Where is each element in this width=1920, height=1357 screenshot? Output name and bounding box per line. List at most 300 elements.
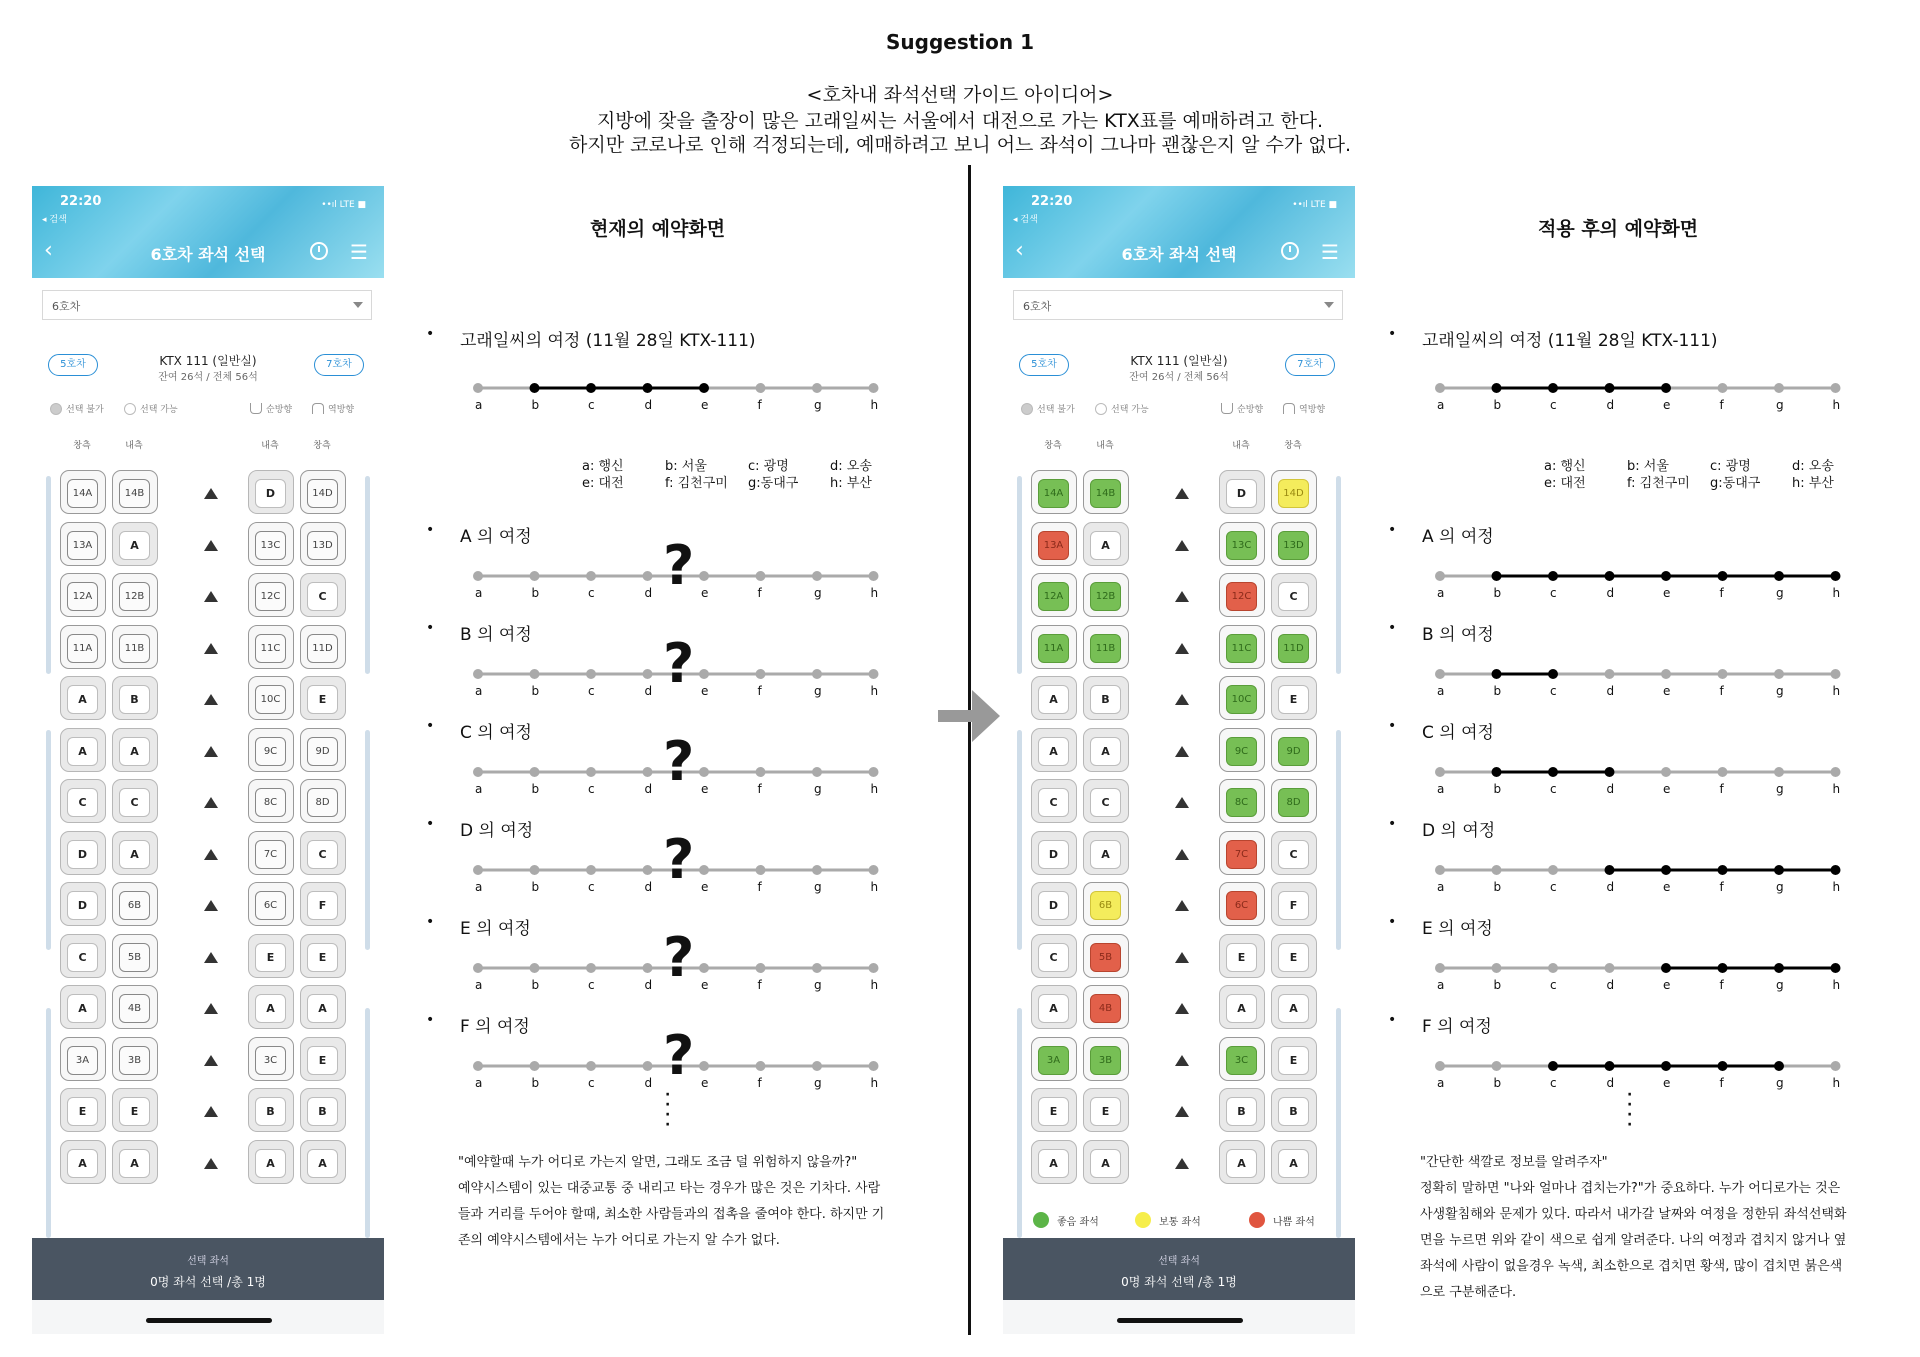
- station-node: [699, 865, 709, 875]
- seat[interactable]: [1031, 1088, 1077, 1132]
- aisle-arrow-icon: [1175, 540, 1189, 551]
- seat[interactable]: [1219, 831, 1265, 875]
- station-label: b: [531, 398, 540, 412]
- seat[interactable]: [300, 934, 346, 978]
- more-dots: · · · ·: [665, 1087, 671, 1133]
- window-rail: [46, 476, 51, 674]
- seat-label: A: [1038, 685, 1069, 714]
- seat[interactable]: [1083, 882, 1129, 926]
- seat[interactable]: [300, 1140, 346, 1184]
- aisle-arrow-icon: [204, 746, 218, 757]
- station-node: [756, 571, 766, 581]
- station-node: [756, 865, 766, 875]
- station-label: a: [1437, 1076, 1445, 1090]
- seat[interactable]: [1271, 728, 1317, 772]
- seat-label: 6C: [1226, 891, 1257, 920]
- seat[interactable]: [300, 882, 346, 926]
- seat[interactable]: [248, 573, 294, 617]
- seat-label: E: [67, 1097, 98, 1126]
- subtitle: <호차내 좌석선택 가이드 아이디어>: [806, 84, 1114, 106]
- seat[interactable]: [1031, 882, 1077, 926]
- window-rail: [1017, 1008, 1022, 1238]
- seat[interactable]: [1219, 470, 1265, 514]
- seat[interactable]: [1271, 985, 1317, 1029]
- seat[interactable]: [248, 934, 294, 978]
- seat[interactable]: [60, 728, 106, 772]
- seat-label: 9D: [1278, 737, 1309, 766]
- before-heading: 현재의 예약화면: [590, 218, 726, 240]
- seat[interactable]: [1031, 985, 1077, 1029]
- seat[interactable]: [1271, 779, 1317, 823]
- legend-label: 역방향: [328, 405, 355, 415]
- seat-label: E: [1038, 1097, 1069, 1126]
- station-node: [530, 669, 540, 679]
- seat[interactable]: [248, 1140, 294, 1184]
- seat[interactable]: [112, 728, 158, 772]
- column-header: 내측: [125, 441, 143, 451]
- station-node: [473, 571, 483, 581]
- seat[interactable]: [1031, 470, 1077, 514]
- seat-label: D: [67, 891, 98, 920]
- seat-label: D: [255, 479, 286, 508]
- station-key: d: 오송 h: 부산: [1792, 459, 1834, 491]
- seat[interactable]: [112, 934, 158, 978]
- station-label: b: [531, 586, 540, 600]
- seat[interactable]: [1271, 522, 1317, 566]
- seat[interactable]: [112, 985, 158, 1029]
- station-label: a: [1437, 586, 1445, 600]
- back-icon[interactable]: ‹: [44, 238, 53, 263]
- station-node: [756, 1061, 766, 1071]
- color-legend-label: 나쁨 좌석: [1273, 1216, 1315, 1228]
- seat[interactable]: [1271, 882, 1317, 926]
- seat[interactable]: [60, 985, 106, 1029]
- seat-label: A: [67, 1149, 98, 1178]
- seat[interactable]: [112, 1140, 158, 1184]
- seat[interactable]: [1219, 573, 1265, 617]
- station-node: [586, 865, 596, 875]
- seat[interactable]: [248, 882, 294, 926]
- seat[interactable]: [300, 676, 346, 720]
- window-rail: [1017, 730, 1022, 950]
- seat[interactable]: [248, 1088, 294, 1132]
- seat[interactable]: [248, 728, 294, 772]
- seat[interactable]: [1271, 1140, 1317, 1184]
- seat[interactable]: [1031, 728, 1077, 772]
- seat[interactable]: [1083, 470, 1129, 514]
- station-node: [699, 383, 709, 393]
- forward-seat-icon: [1221, 403, 1233, 414]
- seat[interactable]: [1031, 1037, 1077, 1081]
- station-node: [1661, 669, 1671, 679]
- station-label: b: [1493, 880, 1502, 894]
- seat[interactable]: [248, 831, 294, 875]
- station-node: [1831, 865, 1841, 875]
- seat[interactable]: [248, 470, 294, 514]
- seat[interactable]: [1219, 1088, 1265, 1132]
- selection-footer[interactable]: [1003, 1238, 1355, 1300]
- seat[interactable]: [1219, 779, 1265, 823]
- station-label: f: [1719, 398, 1724, 412]
- seat-label: A: [1090, 737, 1121, 766]
- seat[interactable]: [300, 470, 346, 514]
- aisle-arrow-icon: [204, 1106, 218, 1117]
- seat-label: C: [1038, 943, 1069, 972]
- station-node: [1718, 1061, 1728, 1071]
- more-dots: · · · ·: [1627, 1087, 1633, 1133]
- station-label: b: [1493, 398, 1502, 412]
- station-label: c: [1550, 398, 1557, 412]
- seat[interactable]: [60, 625, 106, 669]
- aisle-arrow-icon: [1175, 1106, 1189, 1117]
- seat[interactable]: [300, 573, 346, 617]
- aisle-arrow-icon: [204, 1158, 218, 1169]
- seat-label: C: [1038, 788, 1069, 817]
- station-node: [1548, 383, 1558, 393]
- seat-label: 11C: [255, 634, 286, 663]
- seat[interactable]: [112, 1037, 158, 1081]
- seat-label: E: [1278, 685, 1309, 714]
- next-car-button[interactable]: 7호차: [314, 354, 364, 376]
- station-label: h: [1832, 398, 1841, 412]
- seat[interactable]: [300, 1088, 346, 1132]
- trip-label: • B 의 여정: [1422, 620, 1494, 645]
- seat[interactable]: [248, 985, 294, 1029]
- seat-label: B: [307, 1097, 338, 1126]
- station-label: f: [1719, 782, 1724, 796]
- station-node: [869, 669, 879, 679]
- seat[interactable]: [248, 676, 294, 720]
- aisle-arrow-icon: [1175, 643, 1189, 654]
- seat[interactable]: [112, 522, 158, 566]
- aisle-arrow-icon: [1175, 1158, 1189, 1169]
- station-label: e: [701, 978, 709, 992]
- chevron-down-icon: [353, 302, 363, 308]
- station-node: [1718, 571, 1728, 581]
- station-node: [1774, 865, 1784, 875]
- station-key: b: 서울 f: 김천구미: [665, 459, 728, 491]
- seat[interactable]: [1031, 779, 1077, 823]
- station-label: f: [757, 1076, 762, 1090]
- station-label: d: [644, 880, 653, 894]
- seat-label: A: [119, 1149, 150, 1178]
- seat[interactable]: [1083, 522, 1129, 566]
- seat-label: A: [1038, 737, 1069, 766]
- station-node: [812, 963, 822, 973]
- station-label: h: [1832, 684, 1841, 698]
- station-node: [1605, 963, 1615, 973]
- station-label: c: [588, 880, 595, 894]
- back-to-search-link[interactable]: ◂ 검색: [42, 215, 67, 225]
- chevron-down-icon: [1324, 302, 1334, 308]
- seat-label: A: [1090, 840, 1121, 869]
- question-mark: ?: [663, 632, 695, 695]
- seat-label: 14D: [307, 479, 338, 508]
- seat[interactable]: [1031, 625, 1077, 669]
- menu-icon[interactable]: ☰: [350, 240, 368, 264]
- color-dot-icon: [1135, 1212, 1151, 1228]
- seat[interactable]: [1219, 985, 1265, 1029]
- seat[interactable]: [60, 882, 106, 926]
- footer-label: 선택 좌석: [187, 1256, 229, 1267]
- description-line: 좌석에 사람이 없을경우 녹색, 최소한으로 겹치면 황색, 많이 겹치면 붉은색: [1420, 1259, 1843, 1274]
- seat[interactable]: [300, 831, 346, 875]
- station-label: c: [1550, 880, 1557, 894]
- seat[interactable]: [300, 779, 346, 823]
- seat-label: 3C: [1226, 1046, 1257, 1075]
- seat[interactable]: [1219, 522, 1265, 566]
- seat[interactable]: [248, 522, 294, 566]
- station-node: [1605, 865, 1615, 875]
- station-node: [1831, 1061, 1841, 1071]
- station-node: [1718, 767, 1728, 777]
- seat[interactable]: [1271, 1037, 1317, 1081]
- seat-label: 11D: [307, 634, 338, 663]
- seat-label: 8C: [255, 788, 286, 817]
- seat[interactable]: [1083, 676, 1129, 720]
- reverse-seat-icon: [312, 403, 324, 414]
- station-label: h: [870, 684, 879, 698]
- seat[interactable]: [1219, 1037, 1265, 1081]
- reverse-seat-icon: [1283, 403, 1295, 414]
- aisle-arrow-icon: [1175, 797, 1189, 808]
- station-node: [869, 963, 879, 973]
- seat[interactable]: [248, 1037, 294, 1081]
- seat-label: 8D: [1278, 788, 1309, 817]
- seat[interactable]: [60, 1088, 106, 1132]
- seat-label: 12C: [255, 582, 286, 611]
- aisle-arrow-icon: [204, 488, 218, 499]
- seat[interactable]: [1271, 1088, 1317, 1132]
- station-node: [1718, 963, 1728, 973]
- aisle-arrow-icon: [204, 1003, 218, 1014]
- station-label: h: [870, 978, 879, 992]
- seat-label: 14B: [1090, 479, 1121, 508]
- color-legend-bad: [1249, 1212, 1315, 1228]
- seat[interactable]: [1031, 522, 1077, 566]
- station-node: [1718, 669, 1728, 679]
- description-line: 예약시스템이 있는 대중교통 중 내리고 타는 경우가 많은 것은 기차다. 사람: [458, 1181, 881, 1196]
- seat[interactable]: [1219, 676, 1265, 720]
- seat[interactable]: [1271, 573, 1317, 617]
- seat[interactable]: [300, 522, 346, 566]
- color-legend-label: 보통 좌석: [1159, 1216, 1201, 1228]
- window-rail: [1336, 1008, 1341, 1238]
- clock-icon[interactable]: [1281, 242, 1299, 260]
- station-label: d: [644, 398, 653, 412]
- seat-label: E: [1090, 1097, 1121, 1126]
- station-node: [643, 963, 653, 973]
- station-label: a: [1437, 782, 1445, 796]
- seat-label: 13A: [1038, 531, 1069, 560]
- seat[interactable]: [1083, 779, 1129, 823]
- station-node: [1605, 767, 1615, 777]
- seat[interactable]: [112, 470, 158, 514]
- station-label: b: [1493, 586, 1502, 600]
- journey-label: • 고래일씨의 여정 (11월 28일 KTX-111): [1422, 326, 1718, 351]
- page-title: Suggestion 1: [885, 30, 1035, 54]
- seat[interactable]: [60, 573, 106, 617]
- seat[interactable]: [112, 573, 158, 617]
- station-label: c: [1550, 586, 1557, 600]
- legend-dot-icon: [50, 403, 62, 415]
- prev-car-button[interactable]: 5호차: [48, 354, 98, 376]
- seat[interactable]: [1031, 934, 1077, 978]
- seat[interactable]: [1219, 882, 1265, 926]
- menu-icon[interactable]: ☰: [1321, 240, 1339, 264]
- station-node: [1492, 383, 1502, 393]
- legend-item-3: [250, 402, 292, 415]
- seat-label: 14A: [1038, 479, 1069, 508]
- station-node: [643, 865, 653, 875]
- station-label: f: [757, 880, 762, 894]
- seat[interactable]: [60, 1140, 106, 1184]
- seat[interactable]: [1271, 831, 1317, 875]
- station-key: a: 행신 e: 대전: [582, 459, 624, 491]
- clock-hand: [318, 246, 320, 252]
- seat[interactable]: [1271, 470, 1317, 514]
- seat-label: 13C: [1226, 531, 1257, 560]
- seat[interactable]: [300, 1037, 346, 1081]
- station-label: h: [1832, 978, 1841, 992]
- seat[interactable]: [300, 985, 346, 1029]
- seat[interactable]: [112, 882, 158, 926]
- seat[interactable]: [60, 676, 106, 720]
- station-node: [643, 767, 653, 777]
- seat[interactable]: [1083, 1140, 1129, 1184]
- seat[interactable]: [112, 779, 158, 823]
- station-label: a: [1437, 398, 1445, 412]
- seat[interactable]: [60, 779, 106, 823]
- station-node: [1435, 571, 1445, 581]
- seat[interactable]: [1083, 728, 1129, 772]
- seat-label: 6B: [1090, 891, 1121, 920]
- home-indicator: [146, 1318, 272, 1323]
- seat[interactable]: [1271, 676, 1317, 720]
- station-node: [812, 865, 822, 875]
- station-node: [1661, 571, 1671, 581]
- phone-before: [32, 186, 384, 1334]
- trip-timeline: [1432, 566, 1842, 586]
- car-select-dropdown[interactable]: [42, 290, 372, 320]
- seat[interactable]: [1219, 728, 1265, 772]
- seat[interactable]: [300, 625, 346, 669]
- station-node: [1774, 571, 1784, 581]
- seat[interactable]: [1083, 625, 1129, 669]
- station-label: b: [531, 880, 540, 894]
- station-node: [1492, 1061, 1502, 1071]
- car-select-dropdown[interactable]: [1013, 290, 1343, 320]
- back-icon[interactable]: ‹: [1015, 238, 1024, 263]
- station-label: e: [1663, 586, 1671, 600]
- seat[interactable]: [60, 470, 106, 514]
- seat[interactable]: [1083, 1088, 1129, 1132]
- seat-label: 14D: [1278, 479, 1309, 508]
- station-label: h: [870, 398, 879, 412]
- station-node: [1435, 963, 1445, 973]
- question-mark: ?: [663, 1024, 695, 1087]
- aisle-arrow-icon: [204, 900, 218, 911]
- station-node: [530, 963, 540, 973]
- seat[interactable]: [248, 779, 294, 823]
- station-label: a: [475, 1076, 483, 1090]
- seat[interactable]: [1083, 573, 1129, 617]
- trip-label: • C 의 여정: [1422, 718, 1494, 743]
- station-node: [756, 767, 766, 777]
- station-label: c: [588, 782, 595, 796]
- seat[interactable]: [1083, 1037, 1129, 1081]
- station-node: [1492, 767, 1502, 777]
- seat[interactable]: [1083, 934, 1129, 978]
- seat[interactable]: [1031, 676, 1077, 720]
- station-label: f: [1719, 880, 1724, 894]
- seat[interactable]: [1219, 625, 1265, 669]
- seat[interactable]: [60, 1037, 106, 1081]
- station-label: h: [870, 782, 879, 796]
- seat[interactable]: [1031, 831, 1077, 875]
- window-rail: [365, 730, 370, 950]
- legend-item-2: [1095, 402, 1149, 415]
- seat[interactable]: [1219, 1140, 1265, 1184]
- seat[interactable]: [1271, 625, 1317, 669]
- window-rail: [1336, 476, 1341, 674]
- station-label: c: [588, 978, 595, 992]
- seat-label: C: [1090, 788, 1121, 817]
- seat[interactable]: [300, 728, 346, 772]
- forward-seat-icon: [250, 403, 262, 414]
- seat-label: D: [1038, 891, 1069, 920]
- seat[interactable]: [60, 934, 106, 978]
- station-node: [1435, 865, 1445, 875]
- station-node: [869, 767, 879, 777]
- seat[interactable]: [1031, 573, 1077, 617]
- seat-label: C: [1278, 840, 1309, 869]
- seat[interactable]: [248, 625, 294, 669]
- seat[interactable]: [112, 831, 158, 875]
- station-node: [1435, 669, 1445, 679]
- prev-car-button[interactable]: 5호차: [1019, 354, 1069, 376]
- seat[interactable]: [112, 1088, 158, 1132]
- seat[interactable]: [1219, 934, 1265, 978]
- window-rail: [365, 476, 370, 674]
- seat[interactable]: [1031, 1140, 1077, 1184]
- next-car-button[interactable]: 7호차: [1285, 354, 1335, 376]
- footer-label: 선택 좌석: [1158, 1256, 1200, 1267]
- station-node: [1548, 1061, 1558, 1071]
- seat[interactable]: [1083, 831, 1129, 875]
- station-node: [1831, 571, 1841, 581]
- legend-label: 선택 불가: [1037, 405, 1075, 415]
- seat[interactable]: [1083, 985, 1129, 1029]
- selection-footer[interactable]: [32, 1238, 384, 1300]
- seat-label: D: [1038, 840, 1069, 869]
- legend-dot-icon: [124, 403, 136, 415]
- station-node: [1492, 963, 1502, 973]
- clock-icon[interactable]: [310, 242, 328, 260]
- seat[interactable]: [112, 676, 158, 720]
- seat-label: 6C: [255, 891, 286, 920]
- station-node: [1492, 571, 1502, 581]
- seat-label: 5B: [1090, 943, 1121, 972]
- seat[interactable]: [60, 522, 106, 566]
- seat-label: B: [1278, 1097, 1309, 1126]
- back-to-search-link[interactable]: ◂ 검색: [1013, 215, 1038, 225]
- station-node: [473, 669, 483, 679]
- seat[interactable]: [60, 831, 106, 875]
- seat[interactable]: [1271, 934, 1317, 978]
- seat[interactable]: [112, 625, 158, 669]
- legend-label: 역방향: [1299, 405, 1326, 415]
